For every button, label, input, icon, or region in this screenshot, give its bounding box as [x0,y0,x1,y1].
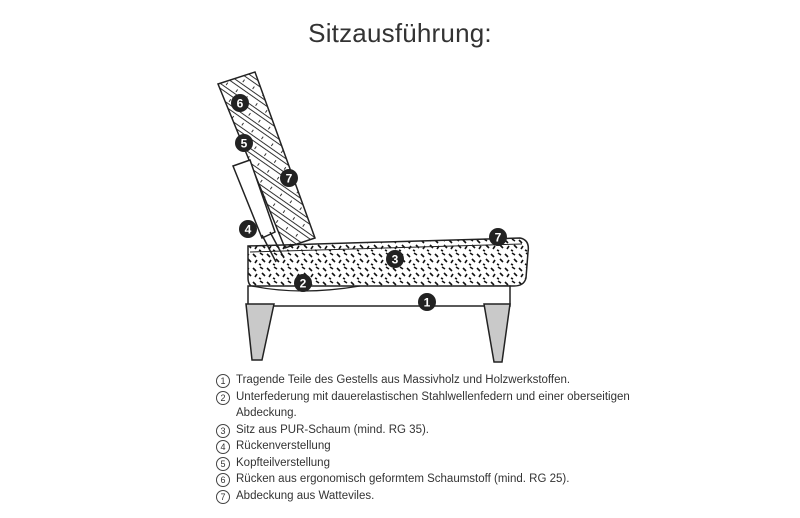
legend-item [216,438,636,455]
badge-7-seat [489,228,507,246]
svg-text:4: 4 [244,222,252,237]
badge-7-back [280,169,298,187]
legend-number: 5 [216,457,230,471]
svg-text:5: 5 [240,136,248,151]
badge-4 [239,220,257,238]
legend-item [216,372,636,389]
legend-number: 1 [216,374,230,388]
frame [248,286,510,306]
badge-1 [418,293,436,311]
legend-number: 3 [216,424,230,438]
legend-text: Tragende Teile des Gestells aus Massivholz und Holzwerkstoffen. [236,374,571,386]
svg-text:2: 2 [299,276,307,291]
legend-item [216,488,636,505]
legend-number: 4 [216,440,230,454]
legend-item [216,389,636,422]
svg-text:7: 7 [285,171,293,186]
legend-text: Abdeckung aus Watteviles. [236,489,375,502]
svg-text:1: 1 [423,295,431,310]
svg-text:3: 3 [391,252,399,267]
legend-text: Kopfteilverstellung [236,456,330,469]
badge-5 [235,134,253,152]
legend-text: Rücken aus ergonomisch geformtem Schaumstoff (mind. RG 25). [236,473,570,485]
legend-text: Unterfederung mit dauerelastischen Stahlwellenfedern und einer oberseitigen Abdeckung. [236,390,630,419]
legend-item [216,455,636,472]
legend-number: 7 [216,490,230,504]
legend-item [216,422,636,439]
svg-text:7: 7 [494,230,502,245]
badge-6 [231,94,249,112]
badge-2 [294,274,312,292]
svg-text:6: 6 [236,96,244,111]
leg-right [484,304,510,362]
legend-text: Rückenverstellung [236,440,331,452]
legend-number: 6 [216,473,230,487]
legend-number: 2 [216,391,230,405]
legend-list [216,372,636,504]
legend-item [216,471,636,488]
badge-3 [386,250,404,268]
leg-left [246,304,274,360]
diagram-title: Sitzausführung: [308,18,492,48]
legend-text: Sitz aus PUR-Schaum (mind. RG 35). [236,423,430,436]
